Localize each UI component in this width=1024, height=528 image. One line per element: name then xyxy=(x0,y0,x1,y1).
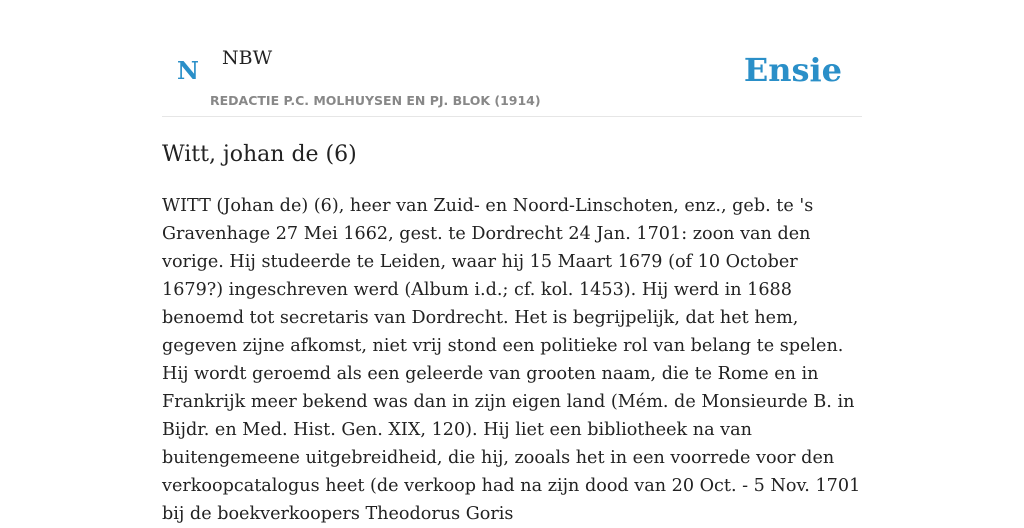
editors-credit: REDACTIE P.C. MOLHUYSEN EN PJ. BLOK (1914) xyxy=(210,93,541,108)
brand-logo-link[interactable]: Ensie xyxy=(743,51,842,89)
header xyxy=(162,0,862,117)
article-title: Witt, johan de (6) xyxy=(162,142,357,167)
article-body: WITT (Johan de) (6), heer van Zuid- en Noord-Linschoten, enz., geb. te 's Gravenhage 27 Mei 1662, gest. te Dordrecht 24 Jan. 1701: zoon van den vorige. Hij studeerde te Leiden, waar hij 15 Maart 1679 (of 10 October 1679?) ingeschreven werd (Album i.d.; cf. kol. 1453). Hij werd in 1688 benoemd tot secretaris van Dordrecht. Het is begrijpelijk, dat het hem, gegeven zijne afkomst, niet vrij stond een politieke rol van belang te spelen. Hij wordt geroemd als een geleerde van grooten naam, die te Rome en in Frankrijk meer bekend was dan in zijn eigen land (Mém. de Monsieurde B. in Bijdr. en Med. Hist. Gen. XIX, 120). Hij liet een bibliotheek na van buitengemeene uitgebreidheid, die hij, zooals het in een voorrede voor den verkoopcatalogus heet (de verkoop had na zijn dood van 20 Oct. - 5 Nov. 1701 bij de boekverkoopers Theodorus Goris xyxy=(162,196,861,524)
source-name[interactable]: NBW xyxy=(222,47,273,69)
source-logo[interactable]: N xyxy=(177,56,199,85)
